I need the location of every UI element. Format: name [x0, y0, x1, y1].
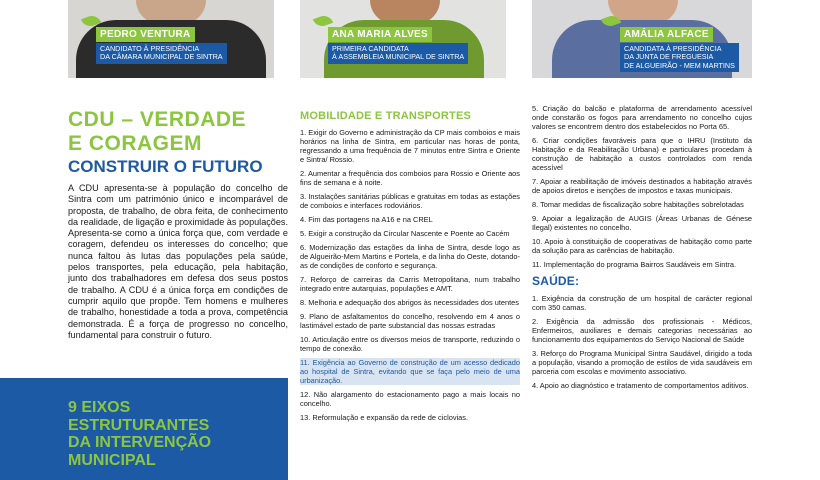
candidate-name: AMÁLIA ALFACE	[620, 27, 713, 42]
headline-line1: CDU – VERDADE	[68, 108, 247, 131]
candidate-role	[96, 43, 227, 64]
list-item: 4. Apoio ao diagnóstico e tratamento de comportamentos aditivos.	[532, 381, 749, 390]
list-item: 8. Melhoria e adequação dos abrigos às necessidades dos utentes	[300, 298, 519, 307]
list-item: 5. Criação do balcão e plataforma de arrendamento acessível onde constarão os fogos para arrendamento no concelho cujos valores se encontrem dentro dos estabelecidos no Porta 65.	[532, 104, 752, 131]
section-title-saude: SAÚDE:	[532, 274, 580, 288]
headline-line2: E CORAGEM	[68, 132, 203, 155]
list-item: 1. Exigir do Governo e administração da CP mais comboios e mais horários na linha de Sintra, em particular nas horas de ponta, regressando a uma frequência de 7 minutos entre Sintra e Oriente e Sintra/ Rossio.	[300, 128, 520, 164]
eixos-title-line: 9 EIXOS	[68, 399, 131, 416]
nameplate	[96, 24, 227, 64]
list-item: 4. Fim das portagens na A16 e na CREL	[300, 215, 433, 224]
list-item: 9. Apoiar a legalização de AUGIS (Áreas Urbanas de Génese Ilegal) existentes no concelho.	[532, 214, 752, 232]
list-item: 10. Articulação entre os diversos meios de transporte, reduzindo o tempo de conexão.	[300, 335, 520, 353]
list-item: 6. Modernização das estações da linha de Sintra, desde logo as de Algueirão-Mem Martins e Portela, e da linha do Oeste, dotando-as de condições de conforto e segurança.	[300, 243, 520, 270]
list-item: 6. Criar condições favoráveis para que o IHRU (Instituto da Habitação e da Reabilitação Urbana) e particulares procedam à construção de habitação a custos controlados com renda acessível	[532, 136, 752, 172]
nameplate	[328, 24, 468, 64]
list-item: 8. Tomar medidas de fiscalização sobre habitações sobrelotadas	[532, 200, 744, 209]
list-item-highlighted: 11. Exigência ao Governo de construção de um acesso dedicado ao hospital de Sintra, evitando que se faça pelo meio de uma urbanização.	[300, 358, 520, 385]
role-line: DA CÂMARA MUNICIPAL DE SINTRA	[100, 52, 223, 62]
candidate-photo-1	[68, 0, 274, 78]
list-item: 3. Reforço do Programa Municipal Sintra Saudável, dirigido a toda a população, visando a promoção de estilos de vida saudáveis em parceria com escolas e movimento associativo.	[532, 349, 752, 376]
role-line: CANDIDATA À PRESIDÊNCIA	[624, 44, 722, 53]
eixos-title-line: DA INTERVENÇÃO	[68, 434, 212, 451]
list-item: 11. Implementação do programa Bairros Saudáveis em Sintra.	[532, 260, 737, 269]
role-line: DE ALGUEIRÃO - MEM MARTINS	[624, 60, 735, 70]
section-title-mobilidade: MOBILIDADE E TRANSPORTES	[300, 110, 472, 122]
candidate-name: ANA MARIA ALVES	[328, 27, 432, 42]
list-item: 9. Plano de asfaltamentos do concelho, resolvendo em 4 anos o lastimável estado de parte substancial das nossas estradas	[300, 312, 520, 330]
role-line: PRIMEIRA CANDIDATA	[332, 44, 409, 53]
candidate-photo-2	[300, 0, 506, 78]
eixos-title-line: ESTRUTURANTES	[68, 416, 210, 434]
list-item: 12. Não alargamento do estacionamento pago a mais locais no concelho.	[300, 390, 520, 408]
list-item: 13. Reformulação e expansão da rede de ciclovias.	[300, 413, 469, 422]
list-item: 10. Apoio à constituição de cooperativas de habitação como parte da solução para as carências de habitação.	[532, 237, 752, 255]
eixos-title	[68, 399, 211, 469]
role-line: À ASSEMBLEIA MUNICIPAL DE SINTRA	[332, 52, 465, 62]
list-item: 5. Exigir a construção da Circular Nascente e Poente ao Cacém	[300, 229, 510, 238]
role-line: CANDIDATO À PRESIDÊNCIA	[100, 44, 200, 53]
candidate-name: PEDRO VENTURA	[96, 27, 195, 42]
list-item: 3. Instalações sanitárias públicas e gratuitas em todas as estações de comboios e interfaces rodoviários.	[300, 192, 520, 210]
candidate-role	[328, 43, 468, 64]
habitacao-saude-column	[532, 104, 752, 395]
nameplate	[620, 24, 739, 72]
candidate-photo-3	[532, 0, 752, 78]
role-line: DA JUNTA DE FREGUESIA	[624, 52, 714, 62]
list-item: 2. Exigência da admissão dos profissionais - Médicos, Enfermeiros, auxiliares e demais categorias necessárias ao funcionamento dos equipamentos do Serviço Nacional de Saúde	[532, 317, 752, 344]
eixos-title-line: MUNICIPAL	[68, 451, 156, 469]
list-item: 2. Aumentar a frequência dos comboios para Rossio e Oriente aos fins de semana e à noite.	[300, 169, 520, 187]
intro-column	[68, 108, 288, 341]
list-item: 1. Exigência da construção de um hospital de carácter regional com 350 camas.	[532, 294, 752, 312]
mobilidade-column	[300, 110, 520, 427]
intro-text: A CDU apresenta-se à população do concelho de Sintra com um património único e incomparável de proposta, de trabalho, de obra feita, de conhecimento da realidade, de ligação e proximidade às populações. Apresenta-se como a única força que, com verdade e coragem, defendeu os interesses do concelho; que nunca faltou às lutas das populações pela saúde, pelos transportes, pela educação, pela habitação, junto dos trabalhadores em defesa dos seus postos de trabalho. A CDU é a única força em condições de cumprir aquilo que propõe. Tem homens e mulheres de trabalho, honestidade a toda a prova, competência demonstrada. É a força de progresso no concelho, fundamental para construir o futuro.	[68, 183, 288, 340]
list-item: 7. Reforço de carreiras da Carris Metropolitana, num trabalho integrado entre autarquias, populações e AMT.	[300, 275, 520, 293]
list-item: 7. Apoiar a reabilitação de imóveis destinados a habitação através de apoios diretos e isenções de impostos e taxas municipais.	[532, 177, 752, 195]
candidate-role	[620, 43, 739, 72]
headline-subtitle: CONSTRUIR O FUTURO	[68, 157, 263, 176]
